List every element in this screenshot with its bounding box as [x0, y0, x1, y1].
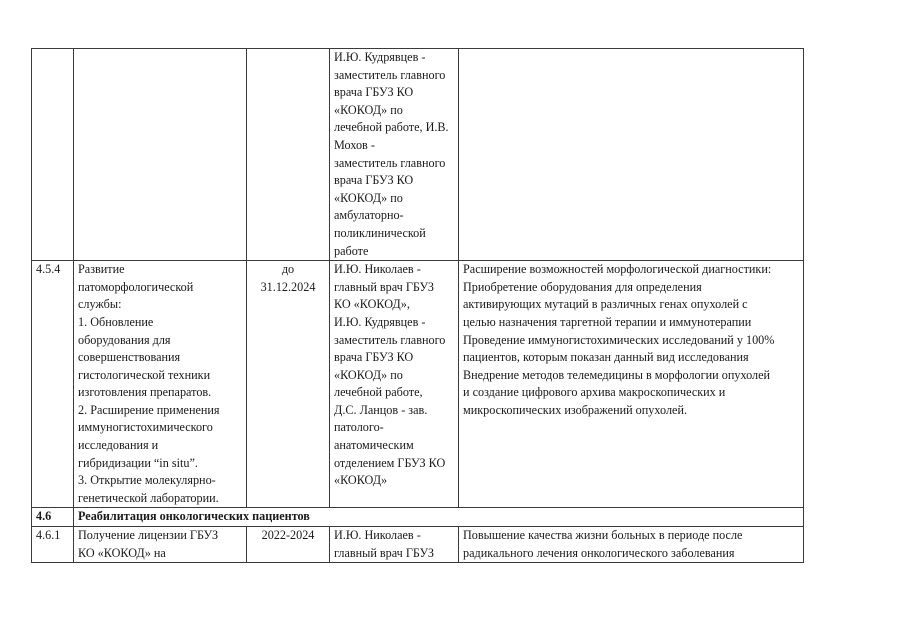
cell-number: 4.6.1 — [32, 527, 74, 563]
measures-table — [31, 48, 804, 563]
cell-responsible: И.Ю. Николаев - главный врач ГБУЗ — [330, 527, 459, 563]
table-row-continuation — [32, 49, 804, 261]
table-row-4-5-4 — [32, 261, 804, 508]
cell-deadline — [247, 49, 330, 261]
cell-measure — [74, 49, 247, 261]
cell-measure: Получение лицензии ГБУЗ КО «КОКОД» на — [74, 527, 247, 563]
cell-deadline: 2022-2024 — [247, 527, 330, 563]
cell-number — [32, 49, 74, 261]
cell-responsible: И.Ю. Кудрявцев - заместитель главного врача ГБУЗ КО «КОКОД» по лечебной работе, И.В. Мохов - заместитель главного врача ГБУЗ КО «КОКОД» по амбулаторно- поликлинической работе — [330, 49, 459, 261]
section-number: 4.6 — [32, 508, 74, 527]
section-row-4-6 — [32, 508, 804, 527]
cell-expected-result — [459, 49, 804, 261]
cell-expected-result: Повышение качества жизни больных в периоде после радикального лечения онкологического заболевания — [459, 527, 804, 563]
cell-deadline: до 31.12.2024 — [247, 261, 330, 508]
table-row-4-6-1 — [32, 527, 804, 563]
cell-measure: Развитие патоморфологической службы: 1. Обновление оборудования для совершенствования гистологической техники изготовления препаратов. 2. Расширение применения иммуногистохимического исследования и гибридизации “in situ”. 3. Открытие молекулярно- генетической лаборатории. — [74, 261, 247, 508]
section-title: Реабилитация онкологических пациентов — [74, 508, 804, 527]
cell-responsible: И.Ю. Николаев - главный врач ГБУЗ КО «КОКОД», И.Ю. Кудрявцев - заместитель главного врача ГБУЗ КО «КОКОД» по лечебной работе, Д.С. Ланцов - зав. патолого- анатомическим отделением ГБУЗ КО «КОКОД» — [330, 261, 459, 508]
cell-number: 4.5.4 — [32, 261, 74, 508]
cell-expected-result: Расширение возможностей морфологической диагностики: Приобретение оборудования для определения активирующих мутаций в различных генах опухолей с целью назначения таргетной терапии и иммунотерапии Проведение иммуногистохимических исследований у 100% пациентов, которым показан данный вид исследования Внедрение методов телемедицины в морфологии опухолей и создание цифрового архива макроскопических и микроскопических изображений опухолей. — [459, 261, 804, 508]
